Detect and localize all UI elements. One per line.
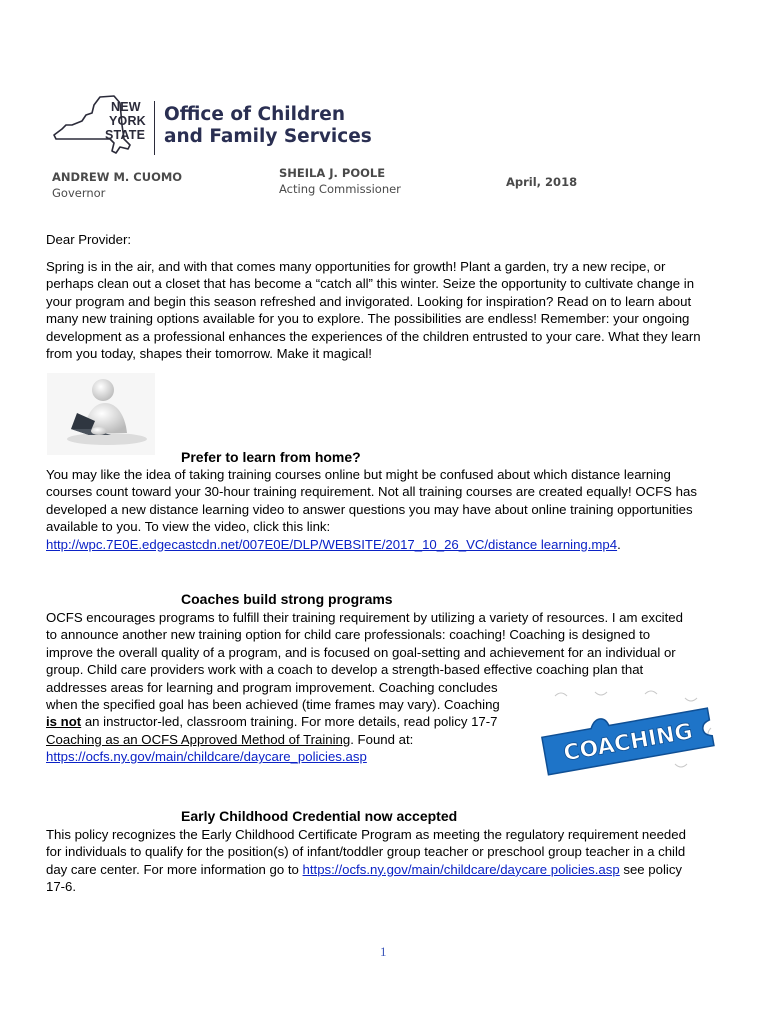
home-section-heading: Prefer to learn from home? — [181, 449, 361, 465]
distance-learning-video-link[interactable]: http://wpc.7E0E.edgecastcdn.net/007E0E/DLP/WEBSITE/2017_10_26_VC/distance learning.mp4 — [46, 536, 618, 552]
page-number: 1 — [380, 944, 387, 959]
state-word-new: NEW — [111, 100, 141, 114]
intro-line: perhaps clean out a closet that has become a “catch all” this winter. Seize the opportunity to cultivate change in — [46, 276, 695, 292]
credential-line — [46, 861, 686, 878]
home-section-body — [46, 466, 697, 553]
coaches-line: OCFS encourages programs to fulfill their training requirement by utilizing a variety of resources. I am excited — [46, 610, 683, 625]
letter-date: April, 2018 — [506, 175, 578, 189]
greeting: Dear Provider: — [46, 232, 132, 247]
office-name-line-1: Office of Children — [164, 104, 346, 125]
state-word-york: YORK — [109, 114, 146, 128]
coaching-puzzle-illustration — [535, 688, 725, 780]
coaches-line: when the specified goal has been achieved (time frames may vary). Coaching — [46, 697, 500, 713]
line3-suffix: see policy — [619, 861, 683, 877]
commissioner-name: SHEILA J. POOLE — [279, 166, 386, 180]
coaching-word: COACHING — [561, 719, 695, 767]
credential-policies-link[interactable]: https://ocfs.ny.gov/main/childcare/daycare policies.asp — [302, 861, 620, 877]
governor-name: ANDREW M. CUOMO — [52, 170, 183, 184]
governor-title: Governor — [52, 186, 106, 200]
coaches-line: to announce another new training option for child care professionals: coaching! Coaching is designed to — [46, 627, 651, 643]
intro-line: many new training options available for you to explore. The possibilities are endless! Remember: your ongoing — [46, 311, 690, 327]
commissioner-title: Acting Commissioner — [279, 182, 401, 196]
is-not-emphasis: is not — [46, 714, 82, 730]
home-line: You may like the idea of taking training courses online but might be confused about which distance learning — [46, 467, 671, 482]
line3-prefix: day care center. For more information go to — [46, 861, 303, 877]
coaches-line: improve the overall quality of a program, and is focused on goal-setting and achievement for an individual or — [46, 644, 676, 660]
intro-line: Spring is in the air, and with that comes many opportunities for growth! Plant a garden, try a new recipe, or — [46, 259, 666, 274]
credential-section-heading: Early Childhood Credential now accepted — [181, 808, 458, 824]
found-at: . Found at: — [350, 731, 414, 747]
intro-line: development as a professional enhances the experiences of the children entrusted to your care. What they learn — [46, 328, 701, 344]
credential-line: 17-6. — [46, 879, 77, 895]
link-period: . — [617, 536, 621, 552]
intro-line: your program and begin this season refreshed and invigorated. Looking for inspiration? Read on to learn about — [46, 293, 692, 309]
office-name-line-2: and Family Services — [164, 126, 372, 147]
policy-title: Coaching as an OCFS Approved Method of Training — [46, 731, 351, 747]
coaches-line: group. Child care providers work with a coach to develop a strength-based effective coaching plan that — [46, 662, 644, 678]
daycare-policies-link[interactable]: https://ocfs.ny.gov/main/childcare/daycare_policies.asp — [46, 749, 367, 765]
home-line: courses count toward your 30-hour training requirement. Not all training courses are created equally! OCFS has — [46, 484, 697, 500]
intro-paragraph — [46, 258, 701, 362]
home-line: available to you. To view the video, click this link: — [46, 519, 331, 535]
coaches-section-heading: Coaches build strong programs — [181, 591, 393, 607]
home-line: developed a new distance learning video to answer questions you may have about online training opportunities — [46, 501, 693, 517]
state-word-state: STATE — [105, 128, 146, 142]
line7-rest: an instructor-led, classroom training. For more details, read policy 17-7 — [81, 714, 498, 730]
credential-line: This policy recognizes the Early Childhood Certificate Program as meeting the regulatory requirement needed — [46, 827, 686, 842]
credential-section-body — [46, 826, 686, 896]
person-laptop-illustration — [47, 373, 155, 455]
coaches-line: addresses areas for learning and program improvement. Coaching concludes — [46, 679, 498, 695]
credential-line: for individuals to qualify for the position(s) of infant/toddler group teacher or preschool group teacher in a child — [46, 844, 686, 860]
letterhead-divider — [154, 101, 155, 155]
intro-line: from you today, shapes their tomorrow. Make it magical! — [46, 346, 372, 362]
